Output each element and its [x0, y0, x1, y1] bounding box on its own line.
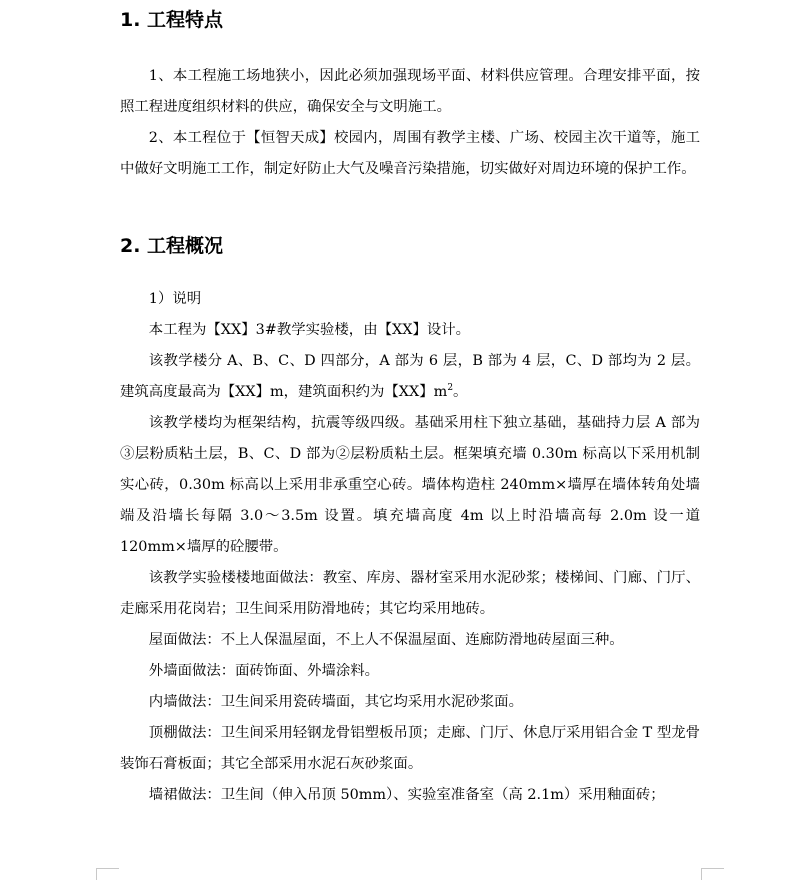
- page-corner-mark-left: [96, 868, 97, 880]
- paragraph-interior-wall: 内墙做法：卫生间采用瓷砖墙面，其它均采用水泥砂浆面。: [148, 694, 523, 710]
- page-corner-mark-left-h: [97, 868, 119, 869]
- paragraph-site-management: 1、本工程施工场地狭小，因此必须加强现场平面、材料供应管理。合理安排平面，按照工程进度组织材料的供应，确保安全与文明施工。: [120, 68, 700, 115]
- section-heading-features: 1. 工程特点: [120, 9, 224, 31]
- section-heading-overview: 2. 工程概况: [120, 235, 224, 257]
- paragraph-exterior-wall: 外墙面做法：面砖饰面、外墙涂料。: [148, 663, 380, 679]
- building-parts-end: 。: [453, 384, 468, 400]
- paragraph-structure: 该教学楼均为框架结构，抗震等级四级。基础采用柱下独立基础，基础持力层 A 部为③层粉质粘土层，B、C、D 部为②层粉质粘土层。框架填充墙 0.30m 标高以下采用机制实心砖，0.30m 标高以上采用非承重空心砖。墙体构造柱 240mm×墙厚在墙体转角处墙端及沿墙长每隔 3.0～3.5m 设置。填充墙高度 4m 以上时沿墙高每 2.0m 设一道 120mm×墙厚的砼腰带。: [120, 415, 700, 555]
- page-corner-mark-right-h: [702, 868, 724, 869]
- subheading-description: 1）说明: [148, 291, 202, 307]
- building-parts-text: 该教学楼分 A、B、C、D 四部分，A 部为 6 层，B 部为 4 层，C、D 部均为 2 层。建筑高度最高为【XX】m，建筑面积约为【XX】m: [120, 353, 700, 400]
- paragraph-building-parts: [120, 346, 700, 408]
- document-body: [120, 0, 700, 811]
- paragraph-ceiling: 顶棚做法：卫生间采用轻钢龙骨铝塑板吊顶；走廊、门厅、休息厅采用铝合金 T 型龙骨装饰石膏板面；其它全部采用水泥石灰砂浆面。: [120, 725, 700, 772]
- paragraph-roof-finish: 屋面做法：不上人保温屋面，不上人不保温屋面、连廊防滑地砖屋面三种。: [148, 632, 624, 648]
- paragraph-floor-finish: 该教学实验楼楼地面做法：教室、库房、器材室采用水泥砂浆；楼梯间、门廊、门厅、走廊采用花岗岩；卫生间采用防滑地砖；其它均采用地砖。: [120, 570, 700, 617]
- paragraph-wainscot: 墙裙做法：卫生间（伸入吊顶 50mm）、实验室准备室（高 2.1m）采用釉面砖；: [148, 787, 665, 803]
- area-unit-superscript: 2: [447, 383, 454, 394]
- page-corner-mark-right: [701, 868, 702, 880]
- paragraph-project-intro: 本工程为【XX】3#教学实验楼，由【XX】设计。: [148, 322, 471, 338]
- paragraph-campus-location: 2、本工程位于【恒智天成】校园内，周围有教学主楼、广场、校园主次干道等，施工中做好文明施工工作，制定好防止大气及噪音污染措施，切实做好对周边环境的保护工作。: [120, 130, 700, 177]
